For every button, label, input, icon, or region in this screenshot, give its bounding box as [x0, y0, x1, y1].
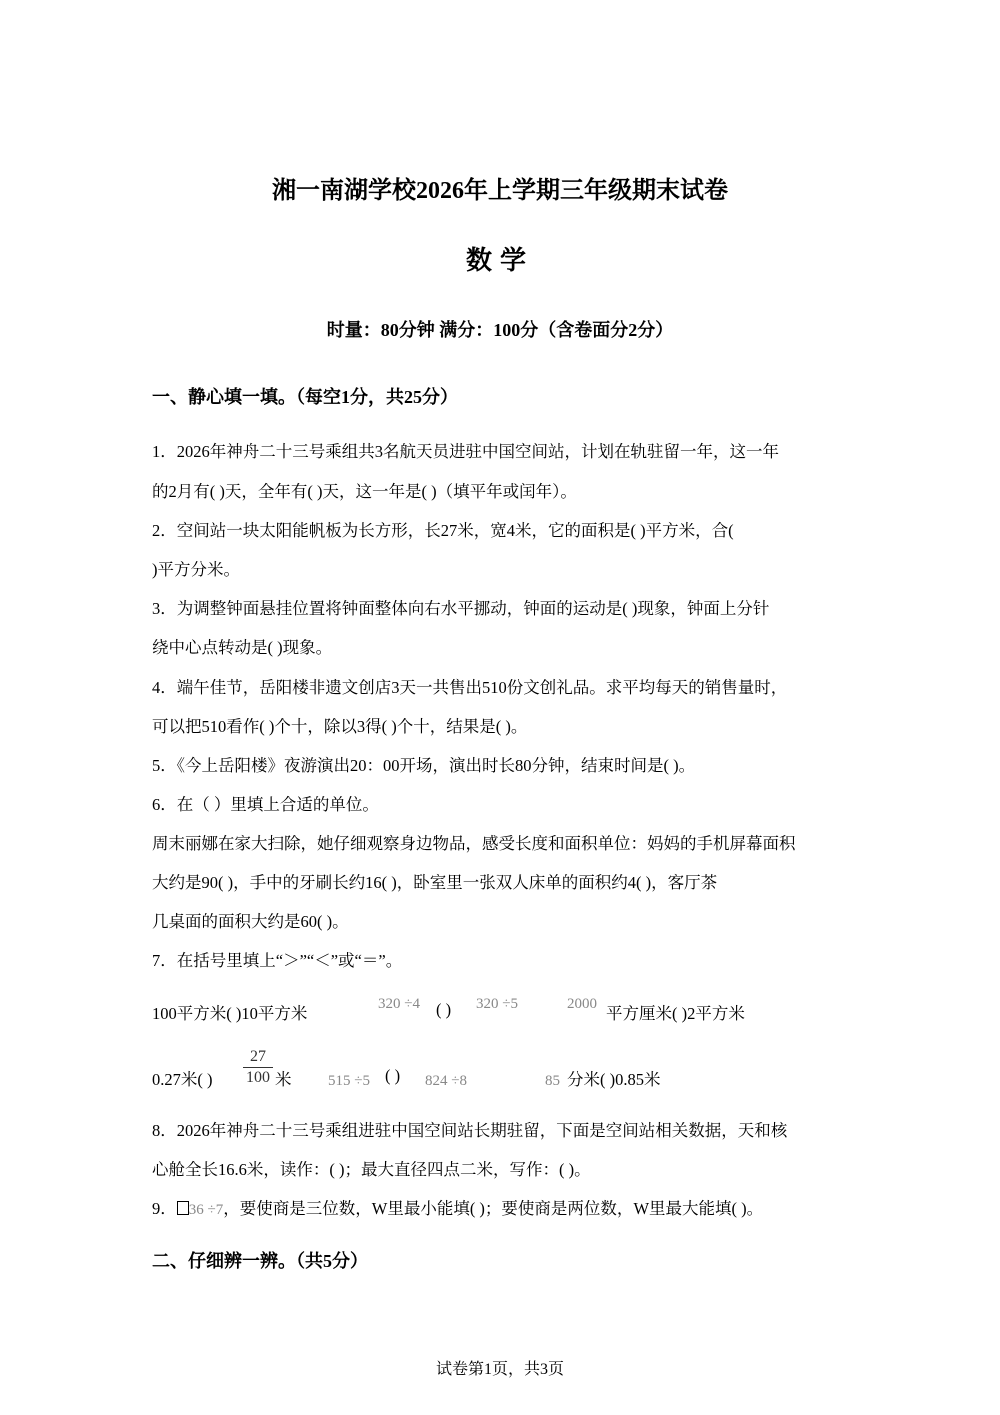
- q2-line-2: )平方分米。: [152, 560, 240, 579]
- q7-line: 7．在括号里填上“＞”“＜”或“＝”。: [152, 951, 403, 970]
- q4-line-1: 4．端午佳节，岳阳楼非遗文创店3天一共售出510份文创礼品。求平均每天的销售量时，: [152, 678, 788, 697]
- q7-compare-1c-rest: 平方厘米( )2平方米: [606, 1004, 745, 1023]
- q9-text-1: ，要使商是三位数，: [223, 1199, 372, 1218]
- q6-context-3: 几桌面的面积大约是60( )。: [152, 912, 349, 931]
- blank-box-icon: [177, 1201, 189, 1215]
- q7-compare-2c-rest: 分米( )0.85米: [567, 1070, 661, 1089]
- q9-text-3: 里最大能填( )。: [649, 1199, 764, 1218]
- q4-line-2: 可以把510看作( )个十，除以3得( )个十，结果是( )。: [152, 717, 528, 736]
- q6-context-2: 大约是90( )，手中的牙刷长约16( )，卧室里一张双人床单的面积约4( )，客厅茶: [152, 873, 718, 892]
- q7-compare-1b-left: 320 ÷4: [378, 996, 420, 1012]
- section-1-heading: 一、静心填一填。（每空1分，共25分）: [152, 387, 458, 407]
- fraction-denominator: 100: [246, 1069, 270, 1086]
- fraction-numerator: 27: [250, 1048, 266, 1065]
- q7-compare-2b-left: 515 ÷5: [328, 1073, 370, 1089]
- q9-text-2: 里最小能填( )；要使商是两位数，: [387, 1199, 634, 1218]
- q1-line-2: 的2月有( )天，全年有( )天，这一年是( )（填平年或闰年）。: [152, 482, 577, 501]
- q3-line-2: 绕中心点转动是( )现象。: [152, 638, 333, 657]
- subject-title: 数学: [465, 246, 534, 275]
- q7-compare-2a-unit: 米: [275, 1070, 292, 1089]
- q7-compare-2c-left: 85: [545, 1073, 560, 1089]
- page-footer: 试卷第1页，共3页: [435, 1361, 564, 1378]
- q5-line: 5．《今上岳阳楼》夜游演出20：00开场，演出时长80分钟，结束时间是( )。: [152, 756, 696, 775]
- q9-placeholder-1: W: [371, 1199, 388, 1218]
- q6-line: 6．在（ ）里填上合适的单位。: [152, 795, 379, 814]
- q2-line-1: 2．空间站一块太阳能帆板为长方形，长27米，宽4米，它的面积是( )平方米，合(: [152, 521, 734, 540]
- q6-context-1: 周末丽娜在家大扫除，她仔细观察身边物品，感受长度和面积单位：妈妈的手机屏幕面积: [152, 834, 796, 853]
- q8-line-2: 心舱全长16.6米，读作：( )；最大直径四点二米，写作：( )。: [152, 1160, 591, 1179]
- q3-line-1: 3．为调整钟面悬挂位置将钟面整体向右水平挪动，钟面的运动是( )现象，钟面上分针: [152, 599, 770, 618]
- q9-line: [152, 1195, 763, 1219]
- q7-compare-1c-left: 2000: [567, 996, 597, 1012]
- q7-compare-2a: 0.27米( ): [152, 1070, 213, 1089]
- q9-prefix: 9．: [152, 1199, 177, 1218]
- q7-compare-2b-mid: ( ): [385, 1066, 401, 1085]
- q9-expression: 36 ÷7: [188, 1202, 224, 1218]
- exam-title: 湘一南湖学校2026年上学期三年级期末试卷: [272, 178, 728, 204]
- fraction-27-100: [243, 1048, 273, 1087]
- q9-placeholder-2: W: [633, 1199, 650, 1218]
- exam-info: 时量：80分钟 满分：100分（含卷面分2分）: [326, 320, 674, 340]
- q7-compare-2b-right: 824 ÷8: [425, 1073, 467, 1089]
- fraction-bar: [243, 1067, 273, 1068]
- section-2-heading: 二、仔细辨一辨。（共5分）: [152, 1251, 368, 1271]
- q8-line-1: 8．2026年神舟二十三号乘组进驻中国空间站长期驻留，下面是空间站相关数据，天和核: [152, 1121, 788, 1140]
- q7-compare-1b-mid: ( ): [436, 1000, 452, 1019]
- q7-compare-1b-right: 320 ÷5: [476, 996, 518, 1012]
- q7-compare-1a: 100平方米( )10平方米: [152, 1004, 308, 1023]
- q1-line-1: 1．2026年神舟二十三号乘组共3名航天员进驻中国空间站，计划在轨驻留一年，这一年: [152, 442, 779, 461]
